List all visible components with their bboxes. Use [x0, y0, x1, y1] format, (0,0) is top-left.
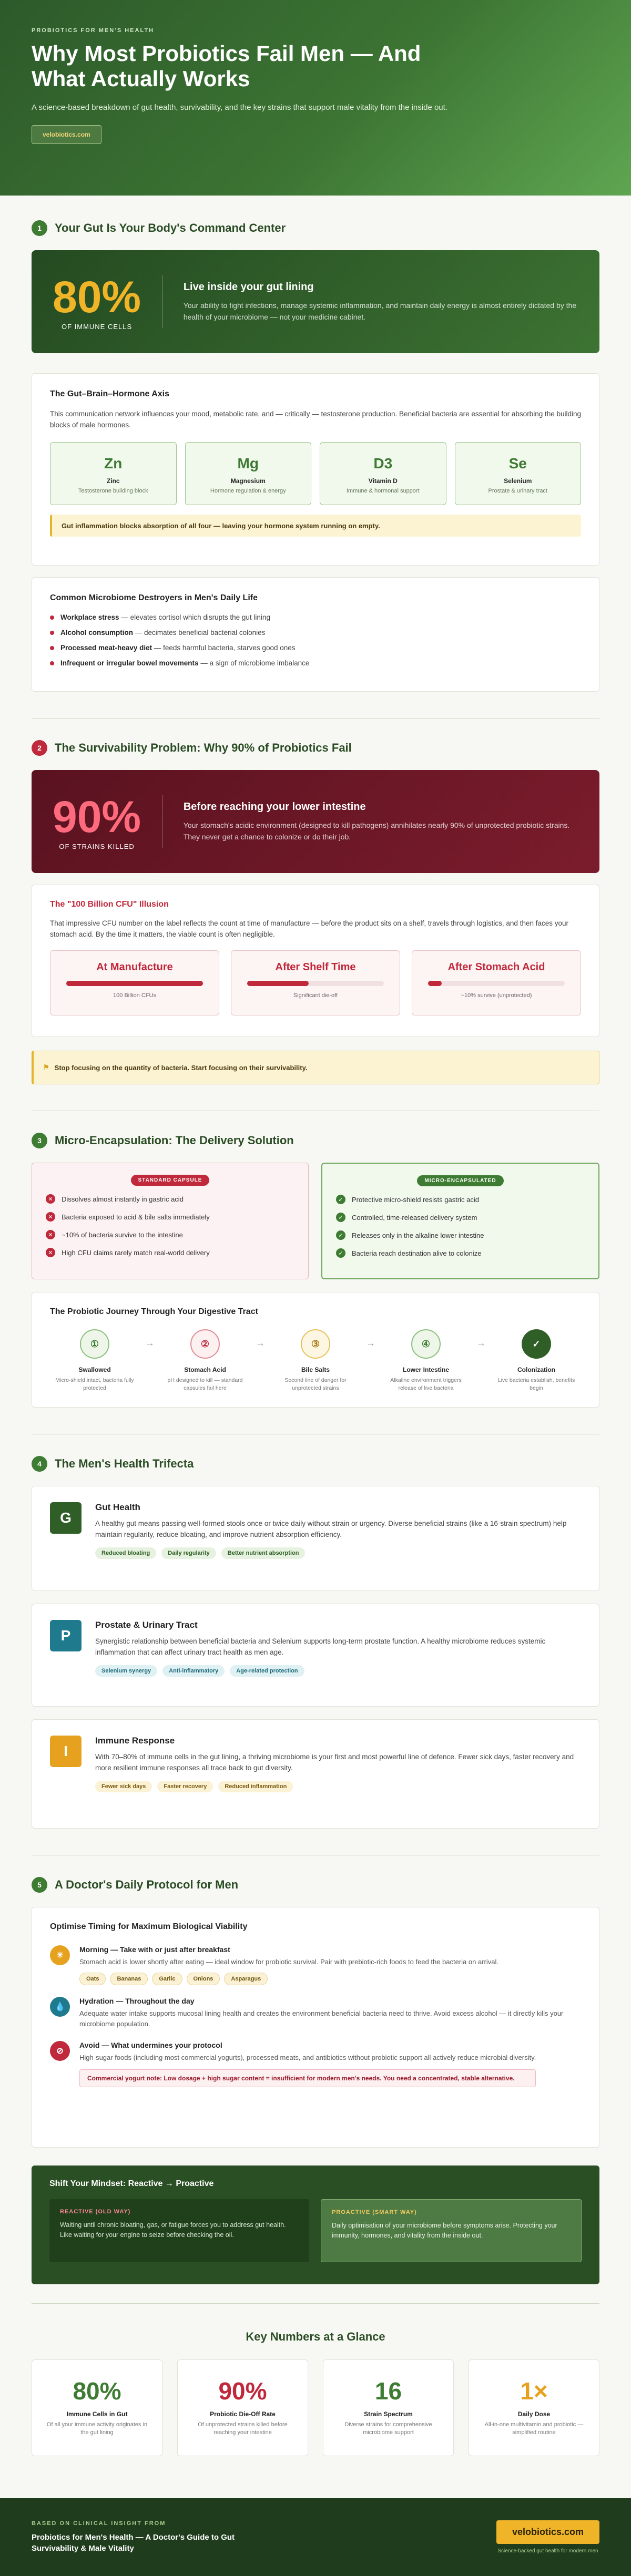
journey-step	[271, 1329, 360, 1392]
list-item	[46, 1230, 294, 1239]
tag: Better nutrient absorption	[221, 1547, 306, 1559]
tag-list	[95, 1547, 581, 1559]
item-text: — a sign of microbiome imbalance	[198, 659, 310, 667]
reactive-text: Waiting until chronic bloating, gas, or fatigue forces you to address gut health. Like waiting for your engine to seize before checking the oil.	[60, 2221, 286, 2239]
reactive-label: REACTIVE (OLD WAY)	[60, 2209, 131, 2215]
journey-step	[492, 1329, 581, 1392]
cfu-illusion-card	[32, 885, 599, 1037]
section-title: A Doctor's Daily Protocol for Men	[55, 1878, 239, 1891]
key-desc: Of unprotected strains killed before reaching your intestine	[198, 2421, 288, 2436]
standard-badge: STANDARD CAPSULE	[131, 1175, 210, 1186]
proactive-label: PROACTIVE (SMART WAY)	[332, 2209, 417, 2215]
section-4-header	[32, 1453, 599, 1474]
step-title: Stomach Acid	[184, 1366, 226, 1373]
step-icon: ②	[190, 1329, 220, 1359]
section-title: The Men's Health Trifecta	[55, 1457, 194, 1470]
list-item	[46, 1212, 294, 1222]
bullet-icon	[50, 661, 54, 665]
card-title: The Gut–Brain–Hormone Axis	[50, 389, 170, 398]
section-3-header	[32, 1130, 599, 1151]
footer-title: Probiotics for Men's Health — A Doctor's Guide to Gut Survivability & Male Vitality	[32, 2533, 235, 2553]
x-icon: ✕	[46, 1194, 55, 1204]
row-title: Avoid — What undermines your protocol	[79, 2041, 222, 2049]
bullet-icon	[50, 631, 54, 635]
bullet-icon	[50, 615, 54, 620]
key-value: 1×	[520, 2377, 548, 2405]
tag: Age-related protection	[230, 1665, 304, 1677]
prostate-icon: P	[50, 1620, 82, 1651]
key-value: 90%	[218, 2377, 267, 2405]
mineral-zinc	[50, 442, 177, 505]
absorption-warning	[50, 515, 581, 537]
mineral-symbol: Se	[508, 455, 527, 471]
check-icon: ✓	[336, 1230, 345, 1240]
footer-cta-button[interactable]: velobiotics.com	[496, 2520, 599, 2544]
step-icon: ✓	[522, 1329, 551, 1359]
mineral-desc: Hormone regulation & energy	[210, 488, 286, 494]
check-icon: ✓	[336, 1195, 345, 1204]
item-title: Immune Response	[95, 1736, 175, 1746]
protocol-hydration	[50, 1997, 581, 2029]
water-drop-icon: 💧	[50, 1997, 70, 2017]
section-number: 1	[32, 220, 47, 236]
key-value: 16	[374, 2377, 402, 2405]
check-icon: ✓	[336, 1248, 345, 1258]
x-icon: ✕	[46, 1212, 55, 1222]
stage-title: After Stomach Acid	[447, 961, 545, 973]
mineral-symbol: D3	[373, 455, 393, 471]
mindset-panel	[32, 2166, 599, 2284]
immune-stat-banner	[32, 250, 599, 353]
note-text: Stop focusing on the quantity of bacteria. Start focusing on their survivability.	[54, 1063, 308, 1072]
stat-heading: Live inside your gut lining	[183, 281, 314, 293]
food-tag: Bananas	[110, 1973, 148, 1985]
hero-kicker: PROBIOTICS FOR MEN'S HEALTH	[32, 27, 155, 34]
card-text: This communication network influences your mood, metabolic rate, and — critically — testosterone production. Beneficial bacteria are essential for absorbing the building blocks of male hormones.	[50, 410, 582, 429]
list-item	[46, 1194, 294, 1204]
capsule-comparison	[32, 1163, 599, 1279]
arrow-right-icon: →	[476, 1338, 486, 1348]
micro-badge: MICRO-ENCAPSULATED	[417, 1175, 503, 1186]
item-text: Protective micro-shield resists gastric acid	[352, 1195, 480, 1204]
stage-caption: Significant die-off	[293, 992, 338, 999]
item-text: Releases only in the alkaline lower intestine	[352, 1231, 484, 1239]
item-text: Dissolves almost instantly in gastric acid	[62, 1195, 184, 1203]
mineral-desc: Prostate & urinary tract	[488, 488, 547, 494]
key-desc: Diverse strains for comprehensive microbiome support	[344, 2421, 432, 2436]
list-item	[46, 1248, 294, 1257]
journey-steps	[50, 1329, 581, 1392]
section-title: Micro-Encapsulation: The Delivery Solution	[55, 1134, 294, 1147]
key-stat-strains	[323, 2359, 454, 2456]
mineral-selenium	[455, 442, 582, 505]
card-text: That impressive CFU number on the label reflects the count at time of manufacture — before the product sits on a shelf, travels through logistics, and then faces your stomach acid. By the time it matters, the viable count is often negligible.	[50, 919, 568, 938]
warning-text: Gut inflammation blocks absorption of all four — leaving your hormone system running on empty.	[62, 521, 380, 530]
tag: Anti-inflammatory	[162, 1665, 225, 1677]
stage-bar	[66, 981, 203, 986]
x-icon: ✕	[46, 1248, 55, 1257]
item-text: Bacteria reach destination alive to colonize	[352, 1249, 482, 1257]
mineral-desc: Immune & hormonal support	[346, 488, 420, 494]
mineral-desc: Testosterone building block	[78, 488, 148, 494]
step-title: Bile Salts	[301, 1366, 330, 1373]
sun-icon: ☀	[50, 1945, 70, 1965]
stage-bar-fill	[247, 981, 309, 986]
mineral-symbol: Zn	[104, 455, 123, 471]
card-title: Common Microbiome Destroyers in Men's Daily Life	[50, 593, 258, 602]
step-desc: pH designed to kill — standard capsules fail here	[167, 1377, 243, 1391]
section-1-header	[32, 218, 599, 239]
mineral-vitamin-d	[320, 442, 446, 505]
mineral-symbol: Mg	[237, 455, 259, 471]
destroyers-card	[32, 577, 599, 692]
stat-label: OF IMMUNE CELLS	[61, 322, 133, 331]
row-title: Morning — Take with or just after breakfast	[79, 1945, 230, 1954]
step-icon: ①	[80, 1329, 109, 1359]
item-text: With 70–80% of immune cells in the gut lining, a thriving microbiome is your first and most powerful line of defence. Fewer sick days, faster recovery and more resilient immune responses all trace back to gut diversity.	[95, 1753, 574, 1772]
list-item	[50, 659, 581, 667]
minerals-grid	[50, 442, 581, 505]
tag: Selenium synergy	[95, 1665, 157, 1677]
stage-bar-fill	[66, 981, 203, 986]
reactive-box	[49, 2199, 309, 2262]
standard-capsule-card	[32, 1163, 309, 1279]
item-bold: Alcohol consumption	[60, 629, 133, 637]
x-icon: ✕	[46, 1230, 55, 1239]
trifecta-gut-card	[32, 1486, 599, 1591]
trifecta-immune-card	[32, 1719, 599, 1829]
card-title: Optimise Timing for Maximum Biological Viability	[50, 1922, 248, 1931]
trifecta-prostate-card	[32, 1604, 599, 1707]
row-title: Hydration — Throughout the day	[79, 1997, 195, 2005]
key-title: Immune Cells in Gut	[66, 2410, 128, 2418]
section-number: 2	[32, 740, 47, 756]
key-title: Daily Dose	[517, 2410, 551, 2418]
stat-text: Your ability to fight infections, manage systemic inflammation, and maintain daily energy is almost entirely dictated by the health of your microbiome — not your medicine cabinet.	[183, 301, 577, 321]
item-bold: Processed meat-heavy diet	[60, 644, 152, 652]
list-item	[50, 629, 581, 637]
site-link[interactable]: velobiotics.com	[32, 125, 101, 144]
prohibited-icon: ⊘	[50, 2041, 70, 2061]
key-numbers-title: Key Numbers at a Glance	[246, 2330, 385, 2343]
card-title: The Probiotic Journey Through Your Digestive Tract	[50, 1307, 258, 1316]
row-text: Stomach acid is lower shortly after eating — ideal window for probiotic survival. Pair with prebiotic-rich foods to feed the bacteria on arrival.	[79, 1958, 498, 1966]
item-bold: Infrequent or irregular bowel movements	[60, 659, 199, 667]
item-title: Gut Health	[95, 1502, 140, 1512]
tag: Faster recovery	[157, 1781, 213, 1792]
arrow-right-icon: →	[366, 1338, 375, 1348]
timing-card	[32, 1907, 599, 2148]
micro-encapsulated-card	[321, 1163, 599, 1279]
arrow-right-icon: →	[256, 1338, 265, 1348]
item-text: Synergistic relationship between beneficial bacteria and Selenium supports long-term prostate function. A healthy microbiome reduces systemic inflammation that can affect urinary tract health as men age.	[95, 1637, 546, 1656]
gut-brain-axis-card	[32, 373, 599, 566]
section-2-header	[32, 737, 599, 758]
key-value: 80%	[73, 2377, 121, 2405]
item-bold: Workplace stress	[60, 613, 119, 621]
item-text: Bacteria exposed to acid & bile salts immediately	[62, 1213, 210, 1221]
tag: Daily regularity	[161, 1547, 216, 1559]
step-icon: ③	[301, 1329, 330, 1359]
item-text: High CFU claims rarely match real-world delivery	[62, 1248, 210, 1257]
footer-cta-sub: Science-backed gut health for modern men	[497, 2548, 598, 2554]
stage-caption: ~10% survive (unprotected)	[461, 992, 532, 999]
stage-bar	[428, 981, 565, 986]
proactive-text: Daily optimisation of your microbiome before symptoms arise. Protecting your immunity, hormones, and vitality from the inside out.	[332, 2222, 557, 2239]
key-title: Strain Spectrum	[364, 2410, 413, 2418]
list-item	[50, 644, 581, 652]
step-desc: Micro-shield intact, bacteria fully protected	[55, 1377, 134, 1391]
item-text: — elevates cortisol which disrupts the gut lining	[119, 613, 270, 621]
hero-banner	[0, 0, 631, 196]
step-desc: Live bacteria establish, benefits begin	[497, 1377, 575, 1391]
card-title: The "100 Billion CFU" Illusion	[50, 900, 169, 909]
protocol-morning	[50, 1945, 581, 1985]
protocol-avoid	[50, 2041, 581, 2087]
section-5-header	[32, 1874, 599, 1895]
key-stat-dose	[469, 2359, 599, 2456]
stage-caption: 100 Billion CFUs	[113, 992, 156, 999]
section-number: 4	[32, 1456, 47, 1472]
food-tag: Onions	[187, 1973, 220, 1985]
stage-stomach	[412, 950, 581, 1015]
section-number: 5	[32, 1877, 47, 1893]
step-title: Lower Intestine	[402, 1366, 449, 1373]
key-desc: All-in-one multivitamin and probiotic — simplified routine	[484, 2421, 584, 2436]
stage-bar	[247, 981, 384, 986]
list-item	[50, 613, 581, 621]
step-desc: Second line of danger for unprotected strains	[284, 1377, 347, 1391]
list-item	[336, 1230, 585, 1240]
section-title: The Survivability Problem: Why 90% of Probiotics Fail	[55, 741, 352, 754]
section-title: Your Gut Is Your Body's Command Center	[55, 221, 286, 234]
stat-value: 80%	[53, 272, 141, 322]
item-text: — decimates beneficial bacterial colonies	[133, 629, 266, 637]
mineral-magnesium	[185, 442, 312, 505]
food-tag: Asparagus	[224, 1973, 268, 1985]
food-tags	[79, 1973, 498, 1985]
mineral-name: Zinc	[106, 477, 120, 485]
journey-card	[32, 1292, 599, 1408]
key-numbers-grid	[32, 2359, 599, 2456]
step-icon: ④	[411, 1329, 441, 1359]
destroyers-list	[50, 613, 581, 667]
stat-text: Your stomach's acidic environment (designed to kill pathogens) annihilates nearly 90% of unprotected probiotic strains. They never get a chance to colonize or do their job.	[183, 820, 570, 841]
footer-kicker: BASED ON CLINICAL INSIGHT FROM	[32, 2520, 166, 2527]
stage-bar-fill	[428, 981, 442, 986]
journey-step	[381, 1329, 471, 1392]
row-text: Adequate water intake supports mucosal lining health and creates the environment beneficial bacteria need to thrive. Avoid excess alcohol — it directly kills your microbiome population.	[79, 2009, 564, 2028]
survivability-note	[32, 1051, 599, 1084]
stat-label: OF STRAINS KILLED	[59, 842, 135, 850]
mineral-name: Magnesium	[230, 477, 266, 485]
tag-list	[95, 1781, 581, 1792]
mineral-name: Selenium	[504, 477, 532, 485]
stage-title: At Manufacture	[96, 961, 173, 973]
tag-list	[95, 1665, 581, 1677]
hero-subtitle: A science-based breakdown of gut health, survivability, and the key strains that support male vitality from the inside out.	[32, 103, 447, 112]
proactive-box	[321, 2199, 582, 2262]
step-title: Colonization	[517, 1366, 555, 1373]
list-item	[336, 1195, 585, 1204]
step-title: Swallowed	[78, 1366, 111, 1373]
item-title: Prostate & Urinary Tract	[95, 1620, 198, 1630]
gut-icon: G	[50, 1502, 82, 1534]
key-desc: Of all your immune activity originates in the gut lining	[46, 2421, 148, 2436]
step-desc: Alkaline environment triggers release of live bacteria	[390, 1377, 462, 1391]
mindset-title: Shift Your Mindset: Reactive → Proactive	[49, 2179, 214, 2188]
yogurt-alert: Commercial yogurt note: Low dosage + high sugar content = insufficient for modern men's needs. You need a concentrated, stable alternative.	[79, 2069, 536, 2087]
footer	[0, 2498, 631, 2576]
tag: Reduced bloating	[95, 1547, 156, 1559]
check-icon: ✓	[336, 1213, 345, 1222]
item-text: Controlled, time-released delivery system	[352, 1213, 477, 1222]
tag: Reduced inflammation	[218, 1781, 293, 1792]
stat-value: 90%	[53, 792, 141, 841]
tag: Fewer sick days	[95, 1781, 152, 1792]
food-tag: Garlic	[152, 1973, 182, 1985]
stage-title: After Shelf Time	[275, 961, 356, 973]
stage-shelf	[231, 950, 400, 1015]
arrow-right-icon: →	[145, 1338, 155, 1348]
item-text: A healthy gut means passing well-formed stools once or twice daily without strain or urgency. Diverse beneficial strains (like a 16-strain spectrum) help maintain regularity, reduce bloating, and improve nutrient absorption efficiency.	[95, 1520, 567, 1538]
bullet-icon	[50, 646, 54, 650]
section-number: 3	[32, 1133, 47, 1148]
key-stat-immune	[32, 2359, 162, 2456]
stage-manufacture	[50, 950, 219, 1015]
item-text: — feeds harmful bacteria, starves good ones	[152, 644, 296, 652]
cfu-stages	[50, 950, 581, 1015]
stat-heading: Before reaching your lower intestine	[183, 800, 366, 813]
item-text: ~10% of bacteria survive to the intestine	[62, 1230, 183, 1239]
key-title: Probiotic Die-Off Rate	[210, 2410, 276, 2418]
mindset-compare	[49, 2199, 582, 2262]
list-item	[336, 1213, 585, 1222]
journey-step	[50, 1329, 139, 1392]
mineral-name: Vitamin D	[368, 477, 398, 485]
journey-step	[160, 1329, 250, 1392]
row-text: High-sugar foods (including most commercial yogurts), processed meats, and antibiotics without probiotic support all actively reduce microbial diversity.	[79, 2054, 536, 2061]
list-item	[336, 1248, 585, 1258]
food-tag: Oats	[79, 1973, 106, 1985]
key-stat-dieoff	[177, 2359, 308, 2456]
page-title: Why Most Probiotics Fail Men — And What Actually Works	[32, 41, 421, 91]
flag-icon: ⚑	[43, 1063, 49, 1071]
immune-icon: I	[50, 1736, 82, 1767]
strains-killed-banner	[32, 770, 599, 873]
